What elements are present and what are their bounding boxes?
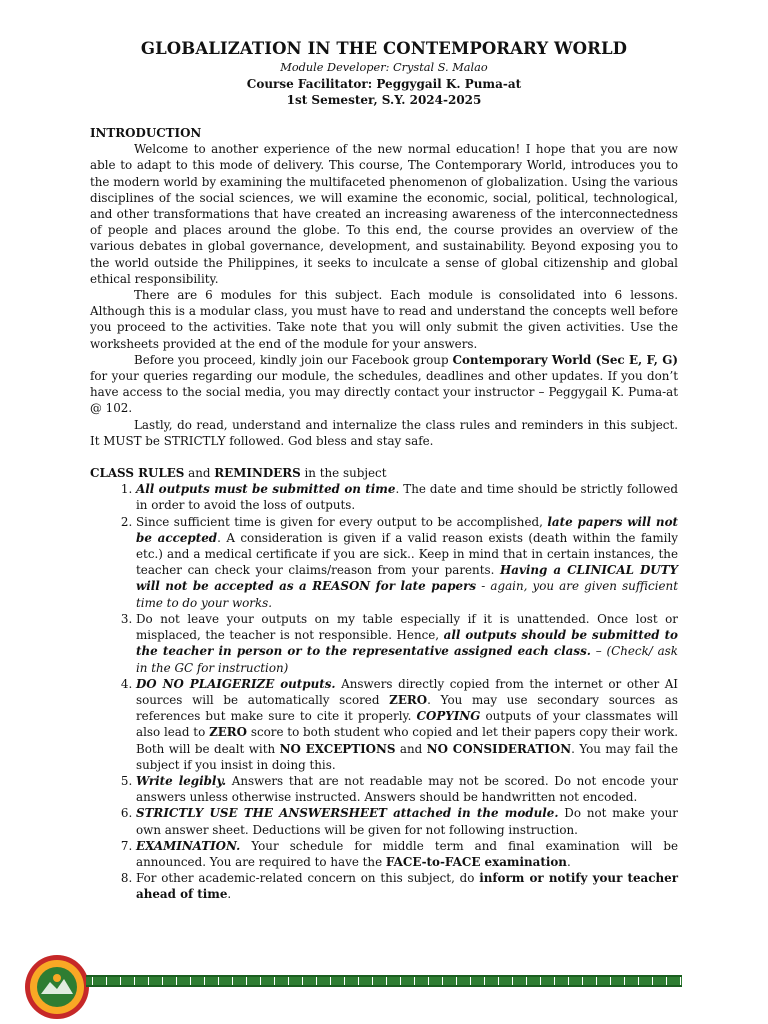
rule-item bbox=[136, 611, 678, 676]
text: REMINDERS bbox=[214, 466, 301, 481]
university-seal-icon bbox=[24, 954, 90, 1020]
rule-item bbox=[136, 481, 678, 513]
text: late papers will not be accepted bbox=[136, 514, 678, 545]
text: - again, you are given sufficient time to do your works. bbox=[136, 579, 678, 610]
rule-item bbox=[136, 514, 678, 611]
seal-sun bbox=[53, 974, 61, 982]
semester: 1st Semester, S.Y. 2024-2025 bbox=[286, 93, 482, 107]
text: Do not leave your outputs on my table especially if it is unattended. Once lost or misplaced, the teacher is not responsible. Hence, bbox=[136, 611, 678, 643]
module-developer: Module Developer: Crystal S. Malao bbox=[280, 61, 488, 74]
text: – (Check/ ask in the GC for instruction) bbox=[136, 644, 678, 675]
text: Before you proceed, kindly join our Facebook group bbox=[134, 352, 453, 367]
text: all outputs should be submitted to the teacher in person or to the representative assigned each class. bbox=[136, 628, 678, 659]
text: Answers that are not readable may not be scored. Do not encode your answers unless otherwise instructed. Answers should be handwritten not encoded. bbox=[136, 773, 678, 805]
text: Your schedule for middle term and final examination will be announced. You are required to have the bbox=[136, 838, 678, 869]
text: and bbox=[184, 466, 215, 481]
text: Since sufficient time is given for every output to be accomplished, bbox=[136, 514, 548, 529]
text: For other academic-related concern on this subject, do bbox=[136, 871, 480, 886]
rule-item bbox=[136, 838, 678, 870]
intro-paragraph-1: Welcome to another experience of the new normal education! I hope that you are now able to adapt to this mode of delivery. This course, The Contemporary World, introduces you to the modern world by examining the multifaceted phenomenon of globalization. Using the various disciplines of the social sciences, we will examine the economic, social, political, technological, and other transformations that have created an increasing awareness of the interconnectedness of people and places around the globe. To this end, the course provides an overview of the various debates in global governance, development, and sustainability. Beyond exposing you to the world outside the Philippines, it seeks to inculcate a sense of global citizenship and global ethical responsibility. bbox=[90, 142, 678, 286]
document-page bbox=[90, 38, 678, 903]
text: and bbox=[395, 741, 427, 756]
text: All outputs must be submitted on time bbox=[136, 482, 396, 497]
seal-inner-disc bbox=[37, 967, 77, 1007]
text: FACE-to-FACE examination bbox=[385, 854, 567, 869]
text: outputs of your classmates will also lead to bbox=[136, 709, 678, 740]
text: score to both student who copied and let their papers copy their work. Both will be dealt with bbox=[136, 725, 678, 756]
text: Having a CLINICAL DUTY will not be accepted as a REASON for late papers bbox=[136, 563, 678, 594]
text: ZERO bbox=[209, 725, 248, 740]
introduction-heading: INTRODUCTION bbox=[90, 126, 202, 140]
text: COPYING bbox=[416, 709, 481, 724]
text: . bbox=[227, 887, 232, 902]
text: DO NO PLAIGERIZE outputs. bbox=[136, 676, 336, 691]
course-facilitator: Course Facilitator: Peggygail K. Puma-at bbox=[246, 77, 522, 91]
intro-paragraph-2: There are 6 modules for this subject. Each module is consolidated into 6 lessons. Although this is a modular class, you must have to read and understand the concepts well before you proceed to the activities. Take note that you will only submit the given activities. Use the worksheets provided at the end of the module for your answers. bbox=[90, 288, 678, 351]
footer-border-bar bbox=[86, 975, 682, 987]
text: EXAMINATION. bbox=[136, 838, 241, 853]
facebook-group-name: Contemporary World (Sec E, F, G) bbox=[452, 352, 678, 367]
rule-item bbox=[136, 805, 678, 837]
text: NO CONSIDERATION bbox=[426, 741, 572, 756]
text: . You may fail the subject if you insist in doing this. bbox=[136, 741, 679, 772]
intro-paragraph-3 bbox=[90, 352, 678, 417]
text: Answers directly copied from the internet or other AI sources will be automatically scored bbox=[136, 676, 678, 707]
text: Write legibly. bbox=[136, 773, 227, 788]
text: . You may use secondary sources as references but make sure to cite it properly. bbox=[136, 692, 679, 724]
text: ZERO bbox=[389, 692, 428, 707]
text: Do not make your own answer sheet. Deductions will be given for not following instruction. bbox=[136, 806, 678, 837]
document-title: GLOBALIZATION IN THE CONTEMPORARY WORLD bbox=[140, 39, 628, 58]
text: . A consideration is given if a valid reason exists (death within the family etc.) and a medical certificate if you are sick.. Keep in mind that in certain instances, the teacher can check your claims/reason from your parents. bbox=[136, 530, 678, 578]
rule-item bbox=[136, 870, 678, 902]
intro-paragraph-4: Lastly, do read, understand and internalize the class rules and reminders in this subject. It MUST be STRICTLY followed. God bless and stay safe. bbox=[90, 417, 678, 448]
text: for your queries regarding our module, the schedules, deadlines and other updates. If you don’t have access to the social media, you may directly contact your instructor – Peggygail K. Puma-at @ 102. bbox=[90, 369, 678, 416]
text: in the subject bbox=[300, 466, 387, 481]
class-rules-heading bbox=[90, 465, 678, 481]
text: inform or notify your teacher ahead of time bbox=[136, 871, 678, 902]
text: . bbox=[566, 854, 571, 869]
text: . The date and time should be strictly followed in order to avoid the loss of outputs. bbox=[136, 482, 678, 513]
rule-item bbox=[136, 676, 678, 773]
class-rules-list bbox=[90, 481, 678, 902]
text: STRICTLY USE THE ANSWERSHEET attached in the module. bbox=[136, 806, 559, 821]
text: NO EXCEPTIONS bbox=[279, 741, 396, 756]
rule-item bbox=[136, 773, 678, 805]
text: CLASS RULES bbox=[90, 466, 185, 481]
